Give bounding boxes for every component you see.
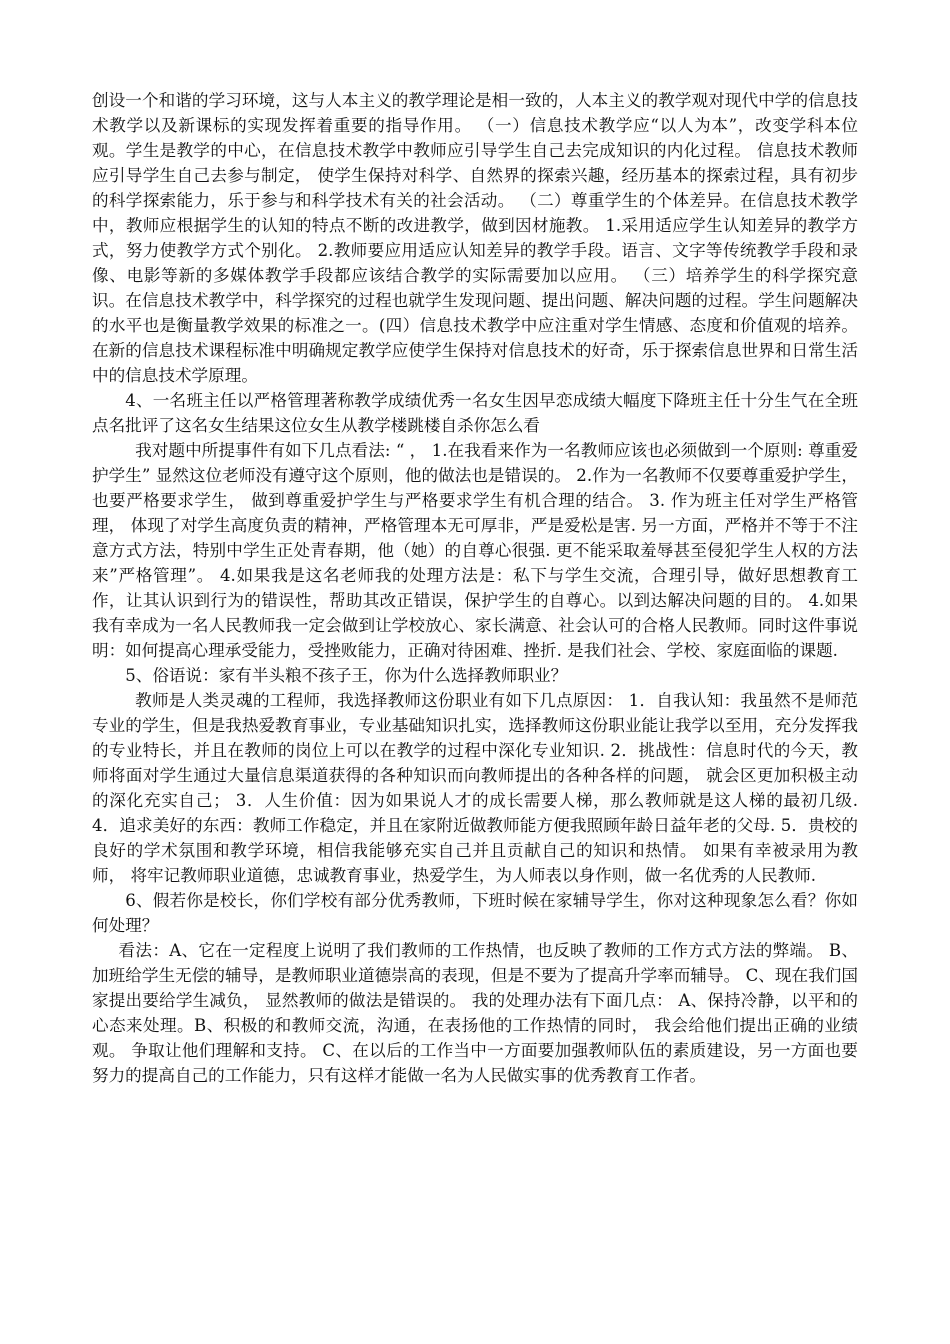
body-paragraph: 创设一个和谐的学习环境，这与人本主义的教学理论是相一致的，人本主义的教学观对现代中学的信息技术教学以及新课标的实现发挥着重要的指导作用。 （一）信息技术教学应“以人为本”，改变学科本位观。学生是教学的中心，在信息技术教学中教师应引导学生自己去完成知识的内化过程。 信息技术教师应引导学生自己去参与制定， 使学生保持对科学、自然界的探索兴趣，经历基本的探索过程，具有初步的科学探索能力，乐于参与和科学技术有关的社会活动。 （二）尊重学生的个体差异。在信息技术教学中，教师应根据学生的认知的特点不断的改进教学，做到因材施教。 1.采用适应学生认知差异的教学方式，努力使教学方式个别化。 2.教师要应用适应认知差异的教学手段。语言、文字等传统教学手段和录像、电影等新的多媒体教学手段都应该结合教学的实际需要加以应用。 （三）培养学生的科学探究意识。在信息技术教学中，科学探究的过程也就学生发现问题、提出问题、解决问题的过程。学生问题解决的水平也是衡量教学效果的标准之一。(四）信息技术教学中应注重对学生情感、态度和价值观的培养。 在新的信息技术课程标准中明确规定教学应使学生保持对信息技术的好奇，乐于探索信息世界和日常生活中的信息技术学原理。 (92, 91, 858, 385)
answer-4-paragraph: 我对题中所提事件有如下几点看法: “ ， 1.在我看来作为一名教师应该也必须做到一个原则: 尊重爱护学生” 显然这位老师没有遵守这个原则，他的做法也是错误的。 2.作为一名教师不仅要尊重爱护学生， 也要严格要求学生， 做到尊重爱护学生与严格要求学生有机合理的结合。 3. 作为班主任对学生严格管理， 体现了对学生高度负责的精神，严格管理本无可厚非，严是爱松是害. 另一方面，严格并不等于不注意方式方法，特别中学生正处青春期，他（她）的自尊心很强. 更不能采取羞辱甚至侵犯学生人权的方法来”严格管理”。 4.如果我是这名老师我的处理方法是：私下与学生交流，合理引导，做好思想教育工作，让其认识到行为的错误性，帮助其改正错误，保护学生的自尊心。以到达解决问题的目的。 4.如果我有幸成为一名人民教师我一定会做到让学校放心、家长满意、社会认可的合格人民教师。同时这件事说明：如何提高心理承受能力，受挫败能力，正确对待困难、挫折. 是我们社会、学校、家庭面临的课题. (92, 441, 858, 660)
question-5-paragraph: 5、俗语说：家有半头粮不孩子王，你为什么选择教师职业？ (125, 666, 568, 685)
answer-5-paragraph: 教师是人类灵魂的工程师，我选择教师这份职业有如下几点原因： 1．自我认知：我虽然不是师范专业的学生，但是我热爱教育事业，专业基础知识扎实，选择教师这份职业能让我学以至用，充分发挥我的专业特长，并且在教师的岗位上可以在教学的过程中深化专业知识. 2．挑战性：信息时代的今天，教师将面对学生通过大量信息渠道获得的各种知识而向教师提出的各种各样的问题， 就会区更加积极主动的深化充实自己； 3．人生价值：因为如果说人才的成长需要人梯，那么教师就是这人梯的最初几级. 4．追求美好的东西：教师工作稳定，并且在家附近做教师能方便我照顾年龄日益年老的父母. 5．贵校的良好的学术氛围和教学环境，相信我能够充实自己并且贡献自己的知识和热情。 如果有幸被录用为教师， 将牢记教师职业道德，忠诚教育事业，热爱学生，为人师表以身作则，做一名优秀的人民教师. (92, 691, 858, 885)
document-page (92, 88, 858, 1088)
answer-6-paragraph: 看法：A、它在一定程度上说明了我们教师的工作热情，也反映了教师的工作方式方法的弊端。 B、加班给学生无偿的辅导，是教师职业道德崇高的表现，但是不要为了提高升学率而辅导。 C、现在我们国家提出要给学生减负， 显然教师的做法是错误的。 我的处理办法有下面几点： A、保持冷静，以平和的心态来处理。B、积极的和教师交流，沟通，在表扬他的工作热情的同时， 我会给他们提出正确的业绩观。 争取让他们理解和支持。 C、在以后的工作当中一方面要加强教师队伍的素质建设，另一方面也要努力的提高自己的工作能力，只有这样才能做一名为人民做实事的优秀教育工作者。 (92, 941, 858, 1085)
question-6-paragraph: 6、假若你是校长，你们学校有部分优秀教师，下班时候在家辅导学生，你对这种现象怎么看？你如何处理？ (92, 891, 858, 935)
question-4-paragraph: 4、一名班主任以严格管理著称教学成绩优秀一名女生因早恋成绩大幅度下降班主任十分生气在全班点名批评了这名女生结果这位女生从教学楼跳楼自杀你怎么看 (92, 391, 858, 435)
